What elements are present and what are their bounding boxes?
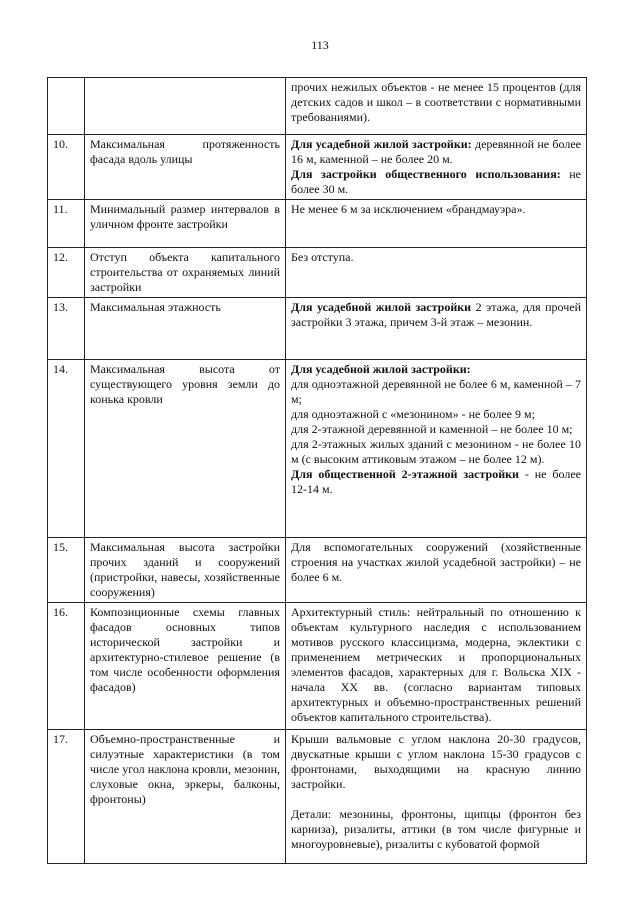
value-text: деревянной не более 16 м, каменной – не более 20 м. xyxy=(291,137,581,166)
row-number: 10. xyxy=(48,135,85,200)
table-row xyxy=(48,135,587,200)
parameter-value xyxy=(286,730,587,864)
row-number: 13. xyxy=(48,298,85,360)
value-text: 2 этажа, для прочей застройки 3 этажа, причем 3-й этаж – мезонин. xyxy=(291,300,581,329)
table-row xyxy=(48,78,587,135)
parameter-name: Максимальная этажность xyxy=(85,298,286,360)
table-row xyxy=(48,360,587,538)
parameter-name xyxy=(85,78,286,135)
value-bold: Для усадебной жилой застройки: xyxy=(291,137,472,151)
table-row xyxy=(48,603,587,730)
table-row xyxy=(48,730,587,864)
row-number: 17. xyxy=(48,730,85,864)
row-number: 16. xyxy=(48,603,85,730)
value-bold: Для усадебной жилой застройки: xyxy=(291,362,471,376)
value-bold: Для общественной 2-этажной застройки xyxy=(291,467,519,481)
row-number xyxy=(48,78,85,135)
value-text: Архитектурный стиль: нейтральный по отношению к объектам культурного наследия с использованием мотивов русского классицизма, модерна, эклектики с применением метрических и пропорциональных элементов фасадов, характерных для г. Вольска XIX - начала XX вв. (согласно вариантам типовых архитектурных и объемно-пространственных решений объектов капитального строительства). xyxy=(291,605,581,724)
parameter-value xyxy=(286,298,587,360)
parameter-name: Максимальная протяженность фасада вдоль улицы xyxy=(85,135,286,200)
value-text: не более 30 м. xyxy=(291,167,581,196)
regulations-table xyxy=(47,77,587,864)
value-text: прочих нежилых объектов - не менее 15 процентов (для детских садов и школ – в соответствии с нормативными требованиями). xyxy=(291,80,581,124)
value-text: для 2-этажных жилых зданий с мезонином - не более 10 м (с высоким аттиковым этажом – не более 12 м). xyxy=(291,437,581,466)
table-row xyxy=(48,538,587,603)
table-row xyxy=(48,200,587,248)
value-text: - не более 12-14 м. xyxy=(291,467,581,496)
parameter-name: Объемно-пространственные и силуэтные характеристики (в том числе угол наклона кровли, мезонин, слуховые окна, эркеры, балконы, фронтоны) xyxy=(85,730,286,864)
value-bold: Для усадебной жилой застройки xyxy=(291,300,472,314)
parameter-name: Максимальная высота от существующего уровня земли до конька кровли xyxy=(85,360,286,538)
parameter-value xyxy=(286,538,587,603)
parameter-name: Отступ объекта капитального строительства от охраняемых линий застройки xyxy=(85,248,286,298)
parameter-value xyxy=(286,248,587,298)
value-paragraph xyxy=(291,362,581,377)
parameter-value xyxy=(286,360,587,538)
value-paragraph xyxy=(291,137,581,167)
table-row xyxy=(48,298,587,360)
value-text: Не менее 6 м за исключением «брандмауэра». xyxy=(291,202,526,216)
value-text: для одноэтажной деревянной не более 6 м, каменной – 7 м; xyxy=(291,377,581,406)
value-paragraph xyxy=(291,300,581,330)
value-paragraph xyxy=(291,467,581,497)
value-paragraph xyxy=(291,167,581,197)
value-text: Для вспомогательных сооружений (хозяйственные строения на участках жилой усадебной застройки) – не более 6 м. xyxy=(291,540,581,584)
row-number: 14. xyxy=(48,360,85,538)
row-number: 12. xyxy=(48,248,85,298)
page-number: 113 xyxy=(311,38,329,52)
value-text: для одноэтажной с «мезонином» - не более 9 м; xyxy=(291,407,535,421)
row-number: 11. xyxy=(48,200,85,248)
parameter-value xyxy=(286,603,587,730)
parameter-name: Композиционные схемы главных фасадов основных типов исторической застройки и архитектурно-стилевое решение (в том числе особенности оформления фасадов) xyxy=(85,603,286,730)
parameter-value xyxy=(286,78,587,135)
value-text: Крыши вальмовые с углом наклона 20-30 градусов, двускатные крыши с углом наклона 15-30 градусов с фронтонами, выходящими на красную линию застройки. xyxy=(291,732,581,791)
row-number: 15. xyxy=(48,538,85,603)
parameter-value xyxy=(286,135,587,200)
table-row xyxy=(48,248,587,298)
parameter-name: Минимальный размер интервалов в уличном фронте застройки xyxy=(85,200,286,248)
value-text: Без отступа. xyxy=(291,250,354,264)
value-text: для 2-этажной деревянной и каменной – не более 10 м; xyxy=(291,422,573,436)
parameter-name: Максимальная высота застройки прочих зданий и сооружений (пристройки, навесы, хозяйственные сооружения) xyxy=(85,538,286,603)
value-bold: Для застройки общественного использования: xyxy=(291,167,561,181)
value-text: Детали: мезонины, фронтоны, щипцы (фронтон без карниза), ризалиты, аттики (в том числе фигурные и многоуровневые), ризалиты с кубоватой формой xyxy=(291,807,581,851)
parameter-value xyxy=(286,200,587,248)
